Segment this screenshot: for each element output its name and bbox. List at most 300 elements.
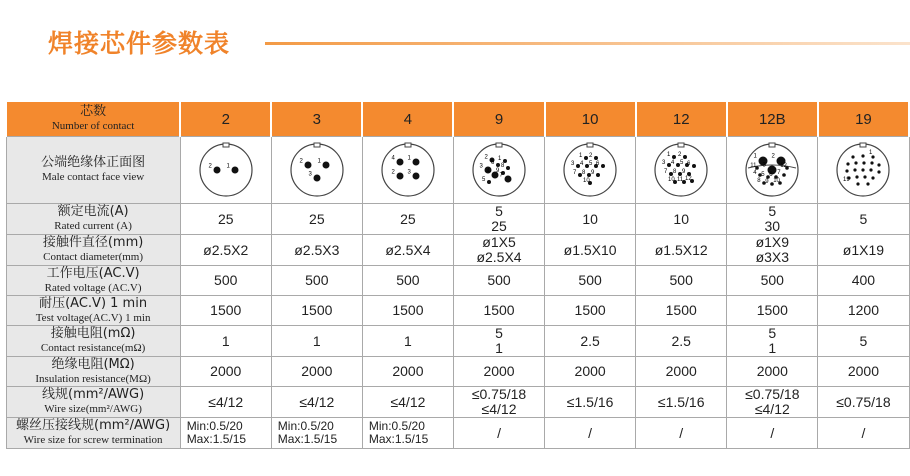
- row-label-zh: 接触电阻(mΩ): [50, 326, 136, 341]
- pin-number-label: 3: [571, 161, 575, 167]
- value-cell: [271, 204, 362, 235]
- header-label-en: Number of contact: [51, 120, 135, 132]
- face-diagram-cell-1: [271, 137, 362, 204]
- row-label-zh: 线规(mm²/AWG): [42, 387, 145, 402]
- contact-pin: [847, 162, 850, 165]
- value-cell: [271, 326, 362, 357]
- value-cell: [727, 418, 818, 449]
- pin-number-label: 8: [582, 170, 586, 176]
- value-cell: [453, 357, 544, 387]
- contact-pin: [231, 167, 238, 174]
- contact-pin: [396, 173, 403, 180]
- contact-pin: [867, 182, 870, 185]
- value-cell: [545, 266, 636, 296]
- pin-number-label: 4: [671, 160, 675, 166]
- value-cell: [727, 387, 818, 418]
- contact-pin: [871, 161, 874, 164]
- value-line: 1500: [392, 302, 424, 318]
- face-view-label-en: Male contact face view: [41, 171, 145, 183]
- value-line: ø2.5X3: [294, 241, 340, 258]
- value-line: ø1X5: [482, 234, 516, 250]
- value-line: ≤4/12: [390, 393, 426, 410]
- contact-pin: [852, 155, 855, 158]
- contact-pin: [412, 159, 419, 166]
- value-cell: [636, 357, 727, 387]
- row-label-zh: 额定电流(A): [57, 204, 129, 219]
- row-label-en: Insulation resistance(MΩ): [35, 372, 151, 385]
- value-cell: [636, 326, 727, 357]
- value-line: 500: [305, 272, 329, 288]
- value-cell: [818, 235, 909, 266]
- pin-number-label: 3: [308, 171, 312, 178]
- contact-pin: [683, 155, 687, 159]
- keyway: [860, 143, 866, 147]
- value-cell: [818, 204, 909, 235]
- value-line: /: [497, 424, 501, 441]
- pin-number-label: 19: [843, 177, 851, 183]
- pin-number-label: 1: [317, 158, 321, 165]
- value-cell: [180, 266, 271, 296]
- value-line: 1500: [483, 302, 515, 318]
- value-line: Min:0.5/20: [186, 419, 243, 433]
- contact-pin: [854, 168, 857, 171]
- param-row-4: [6, 326, 909, 357]
- value-line: Min:0.5/20: [277, 419, 334, 433]
- value-cell: [180, 418, 271, 449]
- value-line: 25: [217, 210, 234, 227]
- value-line: 25: [491, 218, 507, 234]
- value-cell: [180, 204, 271, 235]
- pin-number-label: 9: [682, 169, 686, 175]
- contact-pin: [846, 169, 849, 172]
- face-diagram-cell-0: [180, 137, 271, 204]
- header-col-1: 3: [271, 102, 362, 137]
- value-cell: [271, 266, 362, 296]
- value-cell: [545, 204, 636, 235]
- connector-face-diagram-6: [741, 139, 803, 201]
- contact-pin: [862, 168, 865, 171]
- value-cell: [636, 296, 727, 326]
- value-cell: [362, 418, 453, 449]
- row-label-cell: [6, 357, 180, 387]
- value-line: ≤4/12: [481, 401, 517, 417]
- header-col-0: 2: [180, 102, 271, 137]
- keyway: [678, 143, 684, 147]
- value-line: ≤4/12: [299, 393, 335, 410]
- value-cell: [818, 326, 909, 357]
- value-line: 5: [495, 325, 503, 341]
- pin-number-label: 5: [482, 177, 486, 183]
- insulator-outline: [564, 144, 616, 196]
- value-line: 2000: [665, 363, 697, 379]
- value-cell: [180, 296, 271, 326]
- value-line: ≤0.75/18: [471, 386, 527, 402]
- value-cell: [362, 326, 453, 357]
- row-label-cell: [6, 326, 180, 357]
- value-line: 500: [487, 272, 511, 288]
- row-label-zh: 绝缘电阻(MΩ): [51, 356, 135, 372]
- contact-pin: [487, 180, 491, 184]
- value-line: 2000: [483, 363, 515, 379]
- value-line: 1: [404, 332, 412, 349]
- value-cell: [180, 235, 271, 266]
- pin-number-label: 1: [498, 156, 502, 162]
- keyway: [405, 143, 411, 147]
- contact-pin: [855, 161, 858, 164]
- value-line: 2.5: [671, 332, 691, 349]
- header-col-4: 10: [545, 102, 636, 137]
- value-cell: [818, 387, 909, 418]
- value-line: 5: [768, 325, 777, 341]
- header-col-2: 4: [362, 102, 453, 137]
- value-line: Max:1.5/15: [368, 432, 429, 446]
- value-cell: [727, 266, 818, 296]
- contact-pin: [864, 175, 867, 178]
- pin-number-label: 2: [484, 154, 488, 161]
- value-line: ø2.5X4: [385, 241, 431, 258]
- value-line: 500: [214, 272, 238, 288]
- value-cell: [453, 418, 544, 449]
- value-line: 1500: [210, 302, 242, 318]
- keyway: [314, 143, 320, 147]
- value-line: 2.5: [580, 332, 600, 349]
- pin-number-label: 2: [771, 153, 776, 160]
- value-cell: [545, 418, 636, 449]
- insulator-outline: [291, 144, 343, 196]
- pin-number-label: 12: [780, 163, 788, 170]
- value-cell: [271, 296, 362, 326]
- pin-number-label: 5: [680, 160, 684, 166]
- value-cell: [362, 204, 453, 235]
- value-line: 5: [495, 203, 503, 219]
- value-cell: [636, 204, 727, 235]
- face-diagram-cell-2: [362, 137, 453, 204]
- pin-number-label: 4: [486, 168, 490, 175]
- pin-number-label: 5: [589, 161, 593, 167]
- value-cell: [362, 235, 453, 266]
- pin-number-label: 8: [757, 178, 761, 185]
- value-line: 500: [578, 272, 602, 288]
- pin-number-label: 5: [761, 172, 765, 179]
- value-line: Max:1.5/15: [186, 432, 247, 446]
- keyway: [769, 143, 775, 147]
- value-cell: [545, 235, 636, 266]
- row-label-en: Rated voltage (AC.V): [44, 281, 142, 294]
- pin-number-label: 7: [499, 172, 503, 179]
- row-label-en: Test voltage(AC.V) 1 min: [35, 311, 151, 324]
- value-cell: [727, 296, 818, 326]
- keyway: [587, 143, 593, 147]
- face-view-label-cell: [6, 137, 180, 204]
- param-row-5: [6, 357, 909, 387]
- param-row-3: [6, 296, 909, 326]
- pin-number-label: 3: [479, 163, 483, 170]
- contact-pin: [878, 163, 881, 166]
- contact-pin: [505, 176, 512, 183]
- value-cell: [271, 235, 362, 266]
- value-line: 1500: [301, 302, 333, 318]
- value-cell: [453, 235, 544, 266]
- pin-number-label: 12: [685, 176, 692, 182]
- pin-number-label: 11: [677, 177, 684, 183]
- value-cell: [453, 326, 544, 357]
- value-line: /: [588, 424, 593, 441]
- value-cell: [180, 387, 271, 418]
- value-line: Max:1.5/15: [277, 432, 338, 446]
- header-col-3: 9: [453, 102, 544, 137]
- pin-number-label: 2: [208, 163, 212, 170]
- pin-number-label: 1: [869, 150, 873, 156]
- contact-pin: [692, 164, 696, 168]
- contact-pin: [601, 164, 605, 168]
- value-cell: [453, 387, 544, 418]
- contact-pin: [782, 173, 786, 177]
- value-cell: [271, 387, 362, 418]
- row-label-en: Contact diameter(mm): [43, 251, 144, 263]
- value-cell: [636, 418, 727, 449]
- contact-pin: [878, 170, 881, 173]
- value-line: ≤4/12: [208, 393, 244, 410]
- value-line: 5: [768, 203, 777, 219]
- pin-number-label: 9: [591, 170, 595, 176]
- value-cell: [818, 357, 909, 387]
- param-row-6: [6, 387, 909, 418]
- value-line: ≤4/12: [754, 401, 790, 417]
- value-cell: [180, 357, 271, 387]
- value-line: 500: [669, 272, 693, 288]
- connector-face-diagram-3: [468, 139, 530, 201]
- value-cell: [818, 418, 909, 449]
- face-diagram-cell-3: [453, 137, 544, 204]
- header-col-7: 19: [818, 102, 909, 137]
- pin-number-label: 1: [226, 163, 230, 170]
- contact-pin: [322, 162, 329, 169]
- pin-number-label: 6: [769, 172, 773, 179]
- row-label-cell: [6, 204, 180, 235]
- pin-number-label: 3: [662, 160, 666, 166]
- value-line: 1: [495, 340, 503, 356]
- value-line: 2000: [756, 363, 788, 379]
- row-label-zh: 工作电压(AC.V): [46, 265, 140, 281]
- connector-face-diagram-4: [559, 139, 621, 201]
- value-cell: [453, 204, 544, 235]
- page-title: 焊接芯件参数表: [48, 29, 231, 58]
- pin-number-label: 7: [777, 170, 781, 177]
- value-line: ≤1.5/16: [657, 393, 705, 410]
- pin-number-label: 1: [667, 152, 671, 158]
- row-label-cell: [6, 387, 180, 418]
- pin-number-label: 3: [407, 169, 411, 176]
- value-cell: [180, 326, 271, 357]
- pin-number-label: 2: [391, 169, 395, 176]
- param-row-2: [6, 266, 909, 296]
- value-cell: [271, 357, 362, 387]
- pin-number-label: 10: [773, 178, 781, 185]
- value-cell: [727, 204, 818, 235]
- value-line: 400: [851, 272, 876, 288]
- row-label-en: Rated current (A): [54, 220, 132, 232]
- value-line: Min:0.5/20: [368, 419, 425, 433]
- value-line: ø1X19: [842, 241, 885, 258]
- value-line: 5: [859, 210, 868, 227]
- value-line: 500: [760, 272, 784, 288]
- row-label-cell: [6, 235, 180, 266]
- contact-pin: [596, 173, 600, 177]
- value-line: 500: [396, 272, 420, 288]
- value-line: 5: [859, 332, 868, 349]
- row-label-cell: [6, 266, 180, 296]
- value-line: 1: [312, 332, 321, 349]
- value-cell: [818, 266, 909, 296]
- value-line: 2000: [301, 363, 333, 379]
- value-line: 1500: [756, 302, 788, 318]
- pin-number-label: 11: [750, 163, 757, 170]
- pin-number-label: 10: [668, 177, 675, 183]
- keyway: [223, 143, 229, 147]
- value-cell: [453, 296, 544, 326]
- value-cell: [545, 326, 636, 357]
- pin-number-label: 6: [491, 160, 495, 166]
- parameter-table: [5, 102, 910, 449]
- contact-pin: [213, 167, 220, 174]
- value-line: /: [770, 424, 775, 441]
- value-line: ø2.5X4: [476, 249, 522, 265]
- pin-number-label: 6: [596, 161, 600, 167]
- pin-number-label: 9: [496, 168, 500, 174]
- pin-number-label: 8: [501, 163, 505, 169]
- value-line: 2000: [574, 363, 606, 379]
- row-label-en: Contact resistance(mΩ): [40, 342, 146, 354]
- pin-number-label: 10: [583, 178, 590, 184]
- connector-face-diagram-7: [832, 139, 894, 201]
- value-line: 25: [309, 210, 325, 227]
- value-cell: [545, 387, 636, 418]
- contact-pin: [396, 159, 403, 166]
- contact-pin: [863, 161, 866, 164]
- value-cell: [362, 357, 453, 387]
- connector-face-diagram-1: [286, 139, 348, 201]
- header-label-cell: [6, 102, 180, 137]
- connector-face-diagram-2: [377, 139, 439, 201]
- value-cell: [727, 357, 818, 387]
- value-cell: [271, 418, 362, 449]
- face-diagram-cell-4: [545, 137, 636, 204]
- header-col-6: 12B: [727, 102, 818, 137]
- face-diagram-cell-7: [818, 137, 909, 204]
- face-view-label-zh: 公端绝缘体正面图: [41, 155, 146, 170]
- value-cell: [727, 326, 818, 357]
- contact-pin: [584, 156, 588, 160]
- value-cell: [545, 357, 636, 387]
- value-line: 2000: [392, 363, 424, 379]
- pin-number-label: 4: [391, 155, 395, 162]
- value-line: 10: [582, 210, 598, 227]
- pin-number-label: 6: [687, 161, 691, 167]
- pin-number-label: 9: [765, 179, 769, 186]
- pin-number-label: 8: [673, 169, 677, 175]
- contact-pin: [672, 155, 676, 159]
- header-col-5: 12: [636, 102, 727, 137]
- contact-pin: [313, 175, 320, 182]
- contact-pin: [594, 156, 598, 160]
- value-line: 2000: [847, 363, 879, 379]
- contact-pin: [304, 162, 311, 169]
- param-row-1: [6, 235, 909, 266]
- contact-pin: [872, 176, 875, 179]
- header-label-zh: 芯数: [80, 104, 107, 119]
- contact-pin: [506, 166, 510, 170]
- face-diagram-cell-6: [727, 137, 818, 204]
- pin-number-label: 7: [573, 170, 577, 176]
- value-line: ≤1.5/16: [566, 393, 614, 410]
- pin-number-label: 1: [407, 155, 411, 162]
- value-cell: [453, 266, 544, 296]
- row-label-cell: [6, 296, 180, 326]
- contact-pin: [862, 154, 865, 157]
- pin-number-label: 3: [762, 162, 767, 169]
- value-line: /: [861, 424, 866, 441]
- face-diagram-cell-5: [636, 137, 727, 204]
- value-line: 10: [673, 210, 689, 227]
- value-cell: [362, 387, 453, 418]
- value-line: 1200: [847, 302, 879, 318]
- row-label-zh: 接触件直径(mm): [42, 235, 144, 250]
- param-row-0: [6, 204, 909, 235]
- row-label-en: Wire size for screw termination: [23, 434, 163, 446]
- value-cell: [636, 235, 727, 266]
- row-label-zh: 耐压(AC.V) 1 min: [39, 295, 148, 311]
- value-line: ≤0.75/18: [836, 393, 891, 410]
- value-line: ø1X9: [755, 234, 790, 250]
- value-line: 1500: [665, 302, 697, 318]
- value-line: ø1.5X10: [563, 241, 617, 258]
- value-line: ≤0.75/18: [745, 386, 800, 402]
- pin-number-label: 7: [664, 169, 668, 175]
- value-line: ø3X3: [755, 249, 790, 265]
- value-line: 1: [768, 340, 777, 356]
- connector-face-diagram-0: [195, 139, 257, 201]
- value-line: ø1.5X12: [654, 241, 708, 258]
- face-view-row: [6, 137, 909, 204]
- value-line: 1500: [574, 302, 606, 318]
- contact-pin: [857, 182, 860, 185]
- pin-number-label: 2: [678, 152, 682, 158]
- value-line: 1: [221, 332, 230, 349]
- pin-number-label: 4: [753, 170, 757, 177]
- pin-number-label: 1: [579, 153, 583, 159]
- connector-face-diagram-5: [650, 139, 712, 201]
- keyway: [496, 143, 502, 147]
- contact-pin: [856, 175, 859, 178]
- title-divider: [265, 42, 910, 45]
- pin-number-label: 4: [580, 161, 584, 167]
- value-cell: [636, 387, 727, 418]
- value-cell: [362, 266, 453, 296]
- contact-pin: [496, 163, 500, 167]
- row-label-zh: 螺丝压接线规(mm²/AWG): [16, 418, 171, 433]
- value-cell: [818, 296, 909, 326]
- header-row: [6, 102, 909, 137]
- value-cell: [636, 266, 727, 296]
- pin-number-label: 2: [589, 153, 593, 159]
- value-line: 2000: [210, 363, 242, 379]
- insulator-outline: [200, 144, 252, 196]
- value-cell: [362, 296, 453, 326]
- value-line: ø2.5X2: [203, 241, 249, 258]
- param-row-7: [6, 418, 909, 449]
- row-label-en: Wire size(mm²/AWG): [44, 403, 142, 415]
- value-line: 30: [764, 218, 781, 234]
